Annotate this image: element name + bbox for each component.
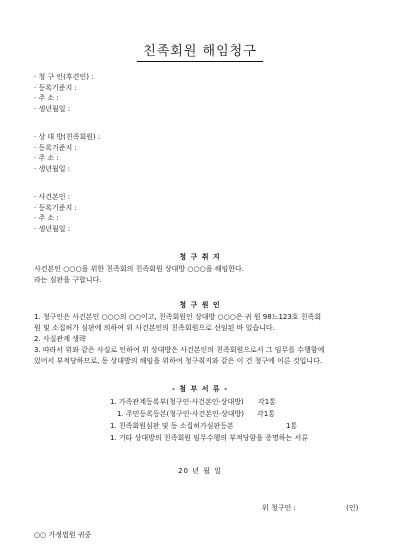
claimant-address: · 주 소 : — [34, 94, 59, 102]
purpose-line-1: 사건본인 ○○○을 위한 친족회의 친족회원 상대방 ○○○을 해임한다. — [34, 265, 244, 273]
attachment-count: 1통 — [286, 422, 298, 430]
filing-date: 20 년 월 일 — [178, 467, 222, 475]
cause-line-5: 있어서 부적당하므로, 동 상대방의 해임을 위하여 청구취지와 같은 이 건 청구에 이른 것입니다. — [34, 357, 323, 365]
respondent-block — [34, 132, 100, 174]
attachment-count: 각1통 — [257, 410, 275, 418]
respondent-birth: · 생년월일 : — [34, 164, 71, 173]
respondent-address: · 주 소 : — [34, 154, 59, 162]
cause-heading: 청 구 원 인 — [179, 301, 221, 309]
principal-address: · 주 소 : — [34, 214, 59, 222]
principal-heading: · 사건본인 : — [34, 193, 71, 201]
claimant-block — [34, 72, 94, 114]
cause-text — [34, 312, 374, 367]
cause-line-2: 원 및 소집허가 심판에 의하여 위 사건본인의 친족회원으로 선임된 바 있습니다. — [34, 324, 275, 332]
cause-line-3: 2. 사실관계 생략 — [34, 335, 86, 343]
cause-line-4: 3. 따라서 위와 같은 사실로 인하여 위 상대방은 사건본인의 친족회원으로서 그 임무를 수행함에 — [34, 346, 325, 354]
attachment-item — [110, 396, 400, 408]
principal-reg-no: · 등록기준지 : — [34, 203, 77, 212]
attachment-item — [110, 432, 400, 444]
seal-mark: (인) — [346, 504, 359, 512]
principal-birth: · 생년월일 : — [34, 224, 71, 233]
document-title: 친족회원 해임청구 — [137, 40, 263, 62]
attachment-text: 1. 기타 상대방의 친족회원 임무수행의 부적당함을 증명하는 서류 — [110, 434, 309, 442]
signature-label: 위 청구인 : — [262, 504, 296, 512]
claimant-heading: · 청 구 인(후견인) : — [34, 73, 94, 81]
purpose-line-2: 라는 심판을 구합니다. — [34, 276, 102, 284]
purpose-text — [34, 264, 374, 286]
attachment-count: 각1통 — [258, 398, 276, 406]
claimant-reg-no: · 등록기준지 : — [34, 83, 77, 92]
cause-line-1: 1. 청구인은 사건본인 ○○○의 ○○이고, 친족회원인 상대방 ○○○은 귀 원 98느123호 친족회 — [34, 313, 322, 321]
attachment-text: 1. 친족회원심판 및 동 소집허가심판등본 — [110, 422, 234, 430]
signature-line — [262, 503, 358, 513]
court-addressee: ○○ 가정법원 귀중 — [34, 531, 92, 539]
attachment-text: 1. 가족관계등록부(청구인·사건본인·상대방) — [110, 398, 244, 406]
purpose-heading: 청 구 취 지 — [179, 253, 221, 261]
attachment-item — [117, 408, 400, 420]
principal-block — [34, 192, 77, 234]
respondent-heading: · 상 대 방(친족회원) : — [34, 133, 101, 141]
attachment-text: 1. 주민등록등본(청구인·사건본인·상대방) — [117, 410, 245, 418]
attachments-list — [0, 396, 400, 444]
title-wrap — [0, 40, 400, 62]
attachments-heading: - 첨 부 서 류 - — [171, 385, 229, 393]
claimant-birth: · 생년월일 : — [34, 104, 71, 113]
attachment-item — [110, 420, 400, 432]
respondent-reg-no: · 등록기준지 : — [34, 143, 77, 152]
